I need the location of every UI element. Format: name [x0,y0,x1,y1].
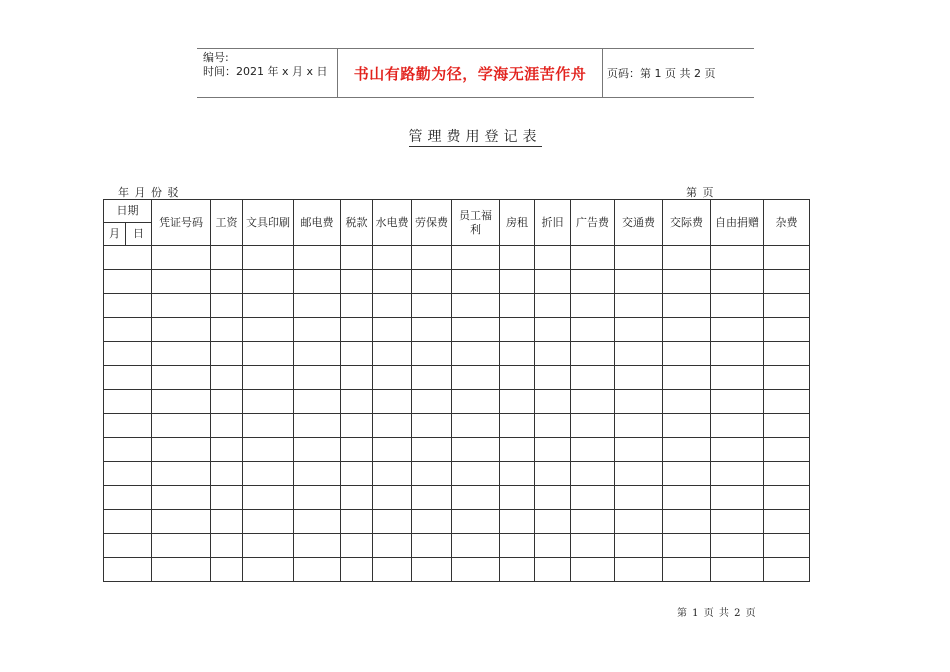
table-cell[interactable] [571,294,615,318]
motto-text: 书山有路勤为径，学海无涯苦作舟 [353,64,587,83]
table-cell[interactable] [152,462,211,486]
table-cell[interactable] [764,390,810,414]
table-cell[interactable] [104,462,152,486]
table-cell[interactable] [341,534,373,558]
table-cell[interactable] [243,414,294,438]
table-cell[interactable] [615,438,663,462]
table-cell[interactable] [452,246,500,270]
table-cell[interactable] [764,270,810,294]
table-cell[interactable] [452,438,500,462]
table-cell[interactable] [764,462,810,486]
table-cell[interactable] [211,438,243,462]
table-cell[interactable] [535,366,571,390]
column-header: 自由捐赠 [711,200,764,246]
table-cell[interactable] [663,366,711,390]
column-header: 邮电费 [294,200,341,246]
table-cell[interactable] [764,486,810,510]
table-cell[interactable] [373,438,412,462]
table-cell[interactable] [412,318,452,342]
table-cell[interactable] [764,534,810,558]
table-cell[interactable] [663,438,711,462]
table-cell[interactable] [535,294,571,318]
table-cell[interactable] [711,414,764,438]
day-header: 日 [126,223,152,246]
table-row [104,318,810,342]
table-cell[interactable] [373,270,412,294]
table-cell[interactable] [711,558,764,582]
table-cell[interactable] [294,318,341,342]
table-cell[interactable] [711,294,764,318]
table-cell[interactable] [341,462,373,486]
column-header: 劳保费 [412,200,452,246]
table-cell[interactable] [500,366,535,390]
table-cell[interactable] [571,510,615,534]
table-cell[interactable] [571,462,615,486]
table-cell[interactable] [152,390,211,414]
column-header: 文具印刷 [243,200,294,246]
table-cell[interactable] [104,294,152,318]
table-cell[interactable] [104,366,152,390]
page-footer: 第 1 页 共 2 页 [677,608,757,619]
table-cell[interactable] [412,294,452,318]
table-cell[interactable] [412,438,452,462]
table-cell[interactable] [211,462,243,486]
table-cell[interactable] [571,438,615,462]
table-cell[interactable] [571,486,615,510]
table-cell[interactable] [152,438,211,462]
table-cell[interactable] [243,390,294,414]
table-cell[interactable] [104,414,152,438]
table-cell[interactable] [243,318,294,342]
table-cell[interactable] [341,342,373,366]
table-cell[interactable] [615,558,663,582]
table-cell[interactable] [211,510,243,534]
table-cell[interactable] [615,486,663,510]
title-text: 管理费用登记表 [408,129,542,145]
page-title [0,126,950,146]
table-cell[interactable] [373,558,412,582]
table-cell[interactable] [341,486,373,510]
table-cell[interactable] [412,414,452,438]
table-cell[interactable] [152,294,211,318]
table-cell[interactable] [571,366,615,390]
table-cell[interactable] [373,342,412,366]
table-cell[interactable] [211,534,243,558]
table-cell[interactable] [104,390,152,414]
table-cell[interactable] [764,414,810,438]
table-cell[interactable] [711,270,764,294]
table-row [104,366,810,390]
table-cell[interactable] [341,390,373,414]
document-header [197,48,754,98]
table-cell[interactable] [615,246,663,270]
table-cell[interactable] [571,246,615,270]
table-row [104,342,810,366]
table-cell[interactable] [341,246,373,270]
expense-ledger-table [103,199,810,582]
table-cell[interactable] [615,510,663,534]
table-cell[interactable] [373,246,412,270]
table-cell[interactable] [452,462,500,486]
table-cell[interactable] [243,342,294,366]
table-cell[interactable] [711,462,764,486]
table-cell[interactable] [412,342,452,366]
table-row [104,270,810,294]
table-cell[interactable] [243,438,294,462]
column-header: 工资 [211,200,243,246]
table-row [104,438,810,462]
table-cell[interactable] [615,534,663,558]
table-cell[interactable] [412,486,452,510]
table-cell[interactable] [294,462,341,486]
table-cell[interactable] [373,318,412,342]
table-cell[interactable] [500,510,535,534]
table-cell[interactable] [373,294,412,318]
table-cell[interactable] [373,462,412,486]
table-cell[interactable] [711,486,764,510]
table-cell[interactable] [711,534,764,558]
table-cell[interactable] [535,510,571,534]
table-cell[interactable] [243,246,294,270]
table-cell[interactable] [341,294,373,318]
table-cell[interactable] [211,414,243,438]
table-cell[interactable] [711,390,764,414]
table-cell[interactable] [764,438,810,462]
table-cell[interactable] [341,318,373,342]
table-cell[interactable] [412,558,452,582]
table-cell[interactable] [535,270,571,294]
table-cell[interactable] [211,558,243,582]
table-cell[interactable] [243,510,294,534]
table-cell[interactable] [211,270,243,294]
table-cell[interactable] [571,342,615,366]
table-cell[interactable] [104,534,152,558]
table-cell[interactable] [211,318,243,342]
table-cell[interactable] [500,390,535,414]
table-cell[interactable] [243,366,294,390]
table-cell[interactable] [452,366,500,390]
column-header: 凭证号码 [152,200,211,246]
table-cell[interactable] [764,366,810,390]
table-cell[interactable] [500,534,535,558]
table-cell[interactable] [243,462,294,486]
table-cell[interactable] [764,558,810,582]
table-cell[interactable] [571,534,615,558]
table-cell[interactable] [104,318,152,342]
table-cell[interactable] [341,270,373,294]
table-cell[interactable] [294,270,341,294]
table-cell[interactable] [663,534,711,558]
table-cell[interactable] [294,246,341,270]
table-row [104,294,810,318]
table-row [104,510,810,534]
table-cell[interactable] [152,318,211,342]
table-cell[interactable] [535,462,571,486]
date-header: 日期 [104,200,152,223]
table-cell[interactable] [104,438,152,462]
table-cell[interactable] [663,246,711,270]
table-cell[interactable] [663,390,711,414]
table-cell[interactable] [711,246,764,270]
table-cell[interactable] [152,342,211,366]
table-cell[interactable] [152,270,211,294]
table-cell[interactable] [571,558,615,582]
table-cell[interactable] [412,366,452,390]
table-cell[interactable] [615,390,663,414]
table-cell[interactable] [104,486,152,510]
table-cell[interactable] [615,414,663,438]
table-cell[interactable] [711,342,764,366]
table-cell[interactable] [535,438,571,462]
table-cell[interactable] [452,270,500,294]
table-cell[interactable] [500,438,535,462]
table-row [104,486,810,510]
table-cell[interactable] [452,534,500,558]
table-cell[interactable] [152,486,211,510]
table-cell[interactable] [663,414,711,438]
table-cell[interactable] [373,390,412,414]
table-cell[interactable] [243,486,294,510]
table-cell[interactable] [615,342,663,366]
table-cell[interactable] [294,366,341,390]
table-cell[interactable] [500,294,535,318]
column-header: 交际费 [663,200,711,246]
table-cell[interactable] [500,414,535,438]
table-cell[interactable] [663,294,711,318]
table-cell[interactable] [452,390,500,414]
table-cell[interactable] [711,366,764,390]
table-cell[interactable] [615,318,663,342]
table-cell[interactable] [211,294,243,318]
table-cell[interactable] [663,462,711,486]
table-cell[interactable] [663,318,711,342]
table-cell[interactable] [500,462,535,486]
table-cell[interactable] [373,414,412,438]
table-cell[interactable] [535,486,571,510]
table-cell[interactable] [243,270,294,294]
table-cell[interactable] [104,558,152,582]
table-cell[interactable] [152,510,211,534]
table-cell[interactable] [452,342,500,366]
table-cell[interactable] [294,534,341,558]
table-cell[interactable] [571,270,615,294]
table-cell[interactable] [152,246,211,270]
table-cell[interactable] [373,510,412,534]
table-cell[interactable] [341,366,373,390]
column-header: 折旧 [535,200,571,246]
page-info: 页码：第 1 页 共 2 页 [607,67,716,80]
month-header: 月 [104,223,126,246]
table-cell[interactable] [500,342,535,366]
table-cell[interactable] [294,294,341,318]
table-cell[interactable] [211,390,243,414]
table-cell[interactable] [211,366,243,390]
table-cell[interactable] [452,318,500,342]
table-cell[interactable] [294,558,341,582]
table-cell[interactable] [152,558,211,582]
table-cell[interactable] [615,294,663,318]
table-cell[interactable] [500,486,535,510]
table-cell[interactable] [152,534,211,558]
table-cell[interactable] [711,438,764,462]
table-cell[interactable] [294,438,341,462]
table-cell[interactable] [373,366,412,390]
table-cell[interactable] [764,294,810,318]
column-header: 广告费 [571,200,615,246]
table-cell[interactable] [663,342,711,366]
table-cell[interactable] [152,414,211,438]
table-cell[interactable] [711,510,764,534]
table-cell[interactable] [412,510,452,534]
table-cell[interactable] [294,510,341,534]
table-cell[interactable] [104,246,152,270]
table-cell[interactable] [764,246,810,270]
table-cell[interactable] [452,510,500,534]
table-cell[interactable] [663,558,711,582]
column-header: 杂费 [764,200,810,246]
table-cell[interactable] [663,486,711,510]
table-cell[interactable] [535,414,571,438]
table-cell[interactable] [571,390,615,414]
table-cell[interactable] [452,486,500,510]
table-row [104,558,810,582]
page-number-label: 第 页 [686,186,715,199]
number-label: 编号: [203,51,229,64]
table-cell[interactable] [535,342,571,366]
table-cell[interactable] [341,510,373,534]
table-cell[interactable] [211,342,243,366]
table-cell[interactable] [535,534,571,558]
table-cell[interactable] [452,414,500,438]
table-cell[interactable] [500,246,535,270]
table-cell[interactable] [412,462,452,486]
table-cell[interactable] [294,486,341,510]
table-cell[interactable] [373,486,412,510]
table-row [104,246,810,270]
table-cell[interactable] [535,558,571,582]
month-label: 年 月 份 驳 [118,186,180,199]
table-cell[interactable] [535,246,571,270]
column-header: 税款 [341,200,373,246]
table-cell[interactable] [294,342,341,366]
table-cell[interactable] [211,486,243,510]
column-header: 水电费 [373,200,412,246]
table-cell[interactable] [104,270,152,294]
table-cell[interactable] [764,342,810,366]
table-cell[interactable] [211,246,243,270]
header-divider [602,49,603,97]
column-header: 员工福利 [452,200,500,246]
table-cell[interactable] [152,366,211,390]
table-cell[interactable] [412,534,452,558]
table-cell[interactable] [341,414,373,438]
table-cell[interactable] [412,270,452,294]
column-header: 交通费 [615,200,663,246]
table-cell[interactable] [571,318,615,342]
table-row [104,534,810,558]
table-cell[interactable] [452,558,500,582]
table-cell[interactable] [341,438,373,462]
table-cell[interactable] [500,558,535,582]
table-cell[interactable] [373,534,412,558]
table-cell[interactable] [104,510,152,534]
table-cell[interactable] [535,390,571,414]
table-row [104,414,810,438]
table-cell[interactable] [500,270,535,294]
table-cell[interactable] [341,558,373,582]
table-cell[interactable] [764,318,810,342]
table-row [104,462,810,486]
table-row [104,390,810,414]
table-cell[interactable] [294,390,341,414]
table-cell[interactable] [615,366,663,390]
table-cell[interactable] [500,318,535,342]
table-cell[interactable] [294,414,341,438]
table-cell[interactable] [104,342,152,366]
table-cell[interactable] [243,534,294,558]
column-header: 房租 [500,200,535,246]
table-cell[interactable] [615,462,663,486]
table-cell[interactable] [535,318,571,342]
table-cell[interactable] [412,390,452,414]
table-cell[interactable] [243,294,294,318]
header-left-block [203,51,328,79]
table-cell[interactable] [615,270,663,294]
table-cell[interactable] [243,558,294,582]
table-cell[interactable] [663,270,711,294]
table-cell[interactable] [452,294,500,318]
table-cell[interactable] [711,318,764,342]
table-cell[interactable] [663,510,711,534]
table-cell[interactable] [764,510,810,534]
table-cell[interactable] [571,414,615,438]
time-label: 时间：2021 年 x 月 x 日 [203,65,328,78]
table-cell[interactable] [412,246,452,270]
